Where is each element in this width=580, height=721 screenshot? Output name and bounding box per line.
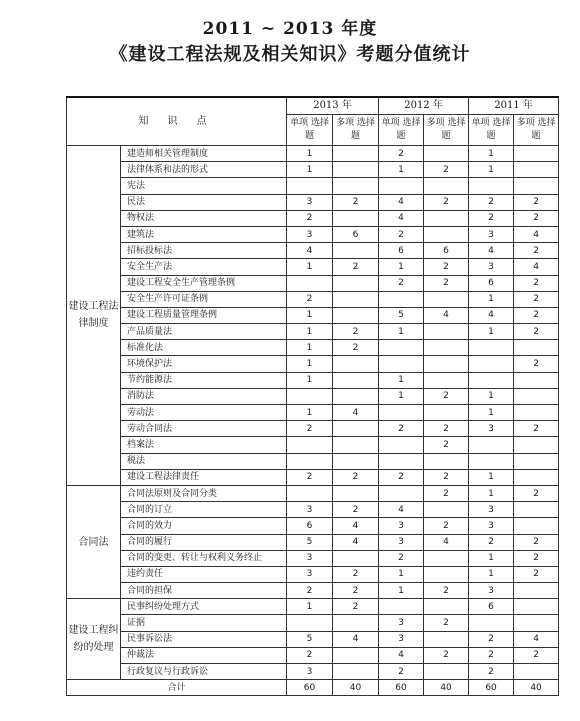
score-cell: 2 [379,550,424,566]
score-cell: 1 [469,550,514,566]
score-cell [333,178,379,194]
table-row [67,485,559,501]
score-cell [379,356,424,372]
score-cell: 1 [379,388,424,404]
score-cell: 2 [379,226,424,242]
topic-cell: 档案法 [121,437,287,453]
topic-cell: 行政复议与行政诉讼 [121,664,287,680]
score-cell [424,226,469,242]
score-cell [287,388,333,404]
score-cell: 3 [469,583,514,599]
score-cell: 6 [469,599,514,615]
score-cell: 3 [469,502,514,518]
topic-cell: 仲裁法 [121,647,287,663]
header-single-choice: 单项 选择题 [469,115,514,146]
score-cell: 1 [469,146,514,162]
score-cell: 3 [287,502,333,518]
score-cell [514,162,559,178]
score-cell: 4 [469,243,514,259]
score-cell: 1 [287,356,333,372]
total-cell: 60 [287,680,333,696]
score-cell: 6 [379,243,424,259]
table-row [67,324,559,340]
score-cell [379,599,424,615]
score-cell: 2 [424,421,469,437]
score-cell: 6 [424,243,469,259]
score-cell: 6 [469,275,514,291]
topic-cell: 民事纠纷处理方式 [121,599,287,615]
topic-cell: 法律体系和法的形式 [121,162,287,178]
topic-cell: 建筑法 [121,226,287,242]
score-cell: 2 [514,550,559,566]
score-cell: 4 [424,534,469,550]
score-cell: 1 [287,162,333,178]
score-cell [424,340,469,356]
table-row [67,178,559,194]
score-cell [514,518,559,534]
header-year-2012: 2012 年 [379,97,469,115]
header-year-2013: 2013 年 [287,97,379,115]
score-cell [333,615,379,631]
score-cell: 2 [469,647,514,663]
total-cell: 60 [379,680,424,696]
score-cell: 2 [333,259,379,275]
score-cell: 1 [287,599,333,615]
score-cell: 2 [469,210,514,226]
score-cell: 2 [514,210,559,226]
header-multi-choice: 多项 选择题 [514,115,559,146]
score-cell: 3 [287,664,333,680]
score-cell: 2 [379,664,424,680]
score-cell: 2 [333,194,379,210]
score-cell [333,243,379,259]
score-cell [333,421,379,437]
header-year-2011: 2011 年 [469,97,559,115]
table-body [67,146,559,696]
page-title: 《建设工程法规及相关知识》考题分值统计 [109,44,471,65]
topic-cell: 合同的担保 [121,583,287,599]
score-cell [379,453,424,469]
topic-cell: 民事诉讼法 [121,631,287,647]
topic-cell: 标准化法 [121,340,287,356]
total-cell: 60 [469,680,514,696]
table-row [67,437,559,453]
score-cell [424,291,469,307]
score-cell: 3 [287,194,333,210]
score-cell [514,502,559,518]
score-cell: 1 [469,388,514,404]
score-cell: 4 [379,647,424,663]
score-cell: 4 [379,502,424,518]
score-cell [424,599,469,615]
score-cell: 2 [424,615,469,631]
score-cell: 3 [469,518,514,534]
score-cell: 2 [514,243,559,259]
topic-cell: 安全生产法 [121,259,287,275]
table-row [67,210,559,226]
score-cell: 2 [424,583,469,599]
score-cell [333,356,379,372]
score-cell: 2 [333,324,379,340]
score-cell [469,615,514,631]
score-cell [469,453,514,469]
table-row [67,502,559,518]
score-cell: 2 [424,162,469,178]
table-row [67,405,559,421]
score-cell: 3 [469,421,514,437]
score-cell: 3 [469,226,514,242]
topic-cell: 合同的效力 [121,518,287,534]
total-label: 合计 [67,680,287,696]
topic-cell: 建设工程质量管理条例 [121,307,287,323]
topic-cell: 招标投标法 [121,243,287,259]
table-row [67,372,559,388]
table-row [67,453,559,469]
score-cell: 4 [333,518,379,534]
score-cell [514,372,559,388]
category-cell: 建设工程纠纷的处理 [67,599,121,680]
score-cell: 2 [514,307,559,323]
topic-cell: 宪法 [121,178,287,194]
score-cell [333,291,379,307]
score-cell [379,405,424,421]
score-cell: 1 [287,324,333,340]
score-cell: 2 [333,502,379,518]
score-cell: 2 [424,647,469,663]
score-cell: 2 [424,469,469,485]
header-knowledge-point: 知 识 点 [67,97,287,146]
table-row [67,340,559,356]
score-cell [514,405,559,421]
score-cell: 2 [424,437,469,453]
score-cell [514,583,559,599]
score-cell [514,146,559,162]
score-cell: 2 [469,534,514,550]
total-row [67,680,559,696]
score-cell: 2 [424,194,469,210]
score-cell: 5 [287,631,333,647]
score-cell: 2 [514,356,559,372]
score-cell: 4 [469,307,514,323]
score-cell: 2 [287,647,333,663]
score-cell [469,437,514,453]
score-cell: 1 [287,146,333,162]
score-cell: 4 [379,210,424,226]
score-cell: 3 [469,259,514,275]
score-cell [514,453,559,469]
table-row [67,518,559,534]
score-cell [424,356,469,372]
score-cell: 2 [379,146,424,162]
table-row [67,599,559,615]
table-row [67,162,559,178]
topic-cell: 劳动法 [121,405,287,421]
table-row [67,664,559,680]
score-cell: 1 [379,583,424,599]
table-row [67,388,559,404]
score-cell [333,162,379,178]
score-cell [514,469,559,485]
score-cell: 3 [379,518,424,534]
table-row [67,566,559,582]
score-cell: 1 [469,324,514,340]
score-cell [514,437,559,453]
category-cell: 建设工程法律制度 [67,146,121,486]
header-multi-choice: 多项 选择题 [424,115,469,146]
score-cell [379,437,424,453]
score-cell: 2 [514,421,559,437]
score-cell [287,485,333,501]
score-cell [469,372,514,388]
score-cell: 2 [514,534,559,550]
table-row [67,615,559,631]
score-cell [333,388,379,404]
score-cell [287,615,333,631]
score-cell: 3 [379,534,424,550]
score-cell: 1 [379,259,424,275]
score-cell: 3 [379,631,424,647]
score-cell: 1 [469,162,514,178]
score-cell: 2 [379,421,424,437]
score-cell: 2 [333,583,379,599]
score-cell [469,340,514,356]
score-cell [424,146,469,162]
score-cell: 2 [424,259,469,275]
table-row [67,259,559,275]
score-cell [333,664,379,680]
score-table [66,96,559,696]
topic-cell: 合同的变更、转让与权利义务终止 [121,550,287,566]
score-cell [333,372,379,388]
topic-cell: 税法 [121,453,287,469]
table-row [67,307,559,323]
score-cell [287,178,333,194]
score-cell [379,340,424,356]
total-cell: 40 [333,680,379,696]
score-cell: 2 [424,518,469,534]
score-cell: 4 [424,307,469,323]
score-cell [424,324,469,340]
topic-cell: 合同法原则及合同分类 [121,485,287,501]
table-row [67,275,559,291]
score-cell: 2 [514,324,559,340]
score-cell [424,664,469,680]
score-cell [379,178,424,194]
score-cell: 3 [379,615,424,631]
score-cell [514,178,559,194]
score-cell: 4 [514,226,559,242]
score-cell: 1 [379,372,424,388]
score-cell [424,566,469,582]
table-row [67,291,559,307]
score-cell: 2 [333,566,379,582]
score-cell [287,275,333,291]
score-cell: 4 [287,243,333,259]
score-cell: 2 [287,469,333,485]
score-cell [424,210,469,226]
table-row [67,146,559,162]
header-multi-choice: 多项 选择题 [333,115,379,146]
table-row [67,243,559,259]
total-cell: 40 [424,680,469,696]
score-cell: 4 [333,534,379,550]
score-cell: 5 [287,534,333,550]
score-cell [333,146,379,162]
topic-cell: 产品质量法 [121,324,287,340]
header-single-choice: 单项 选择题 [287,115,333,146]
score-cell [287,453,333,469]
score-cell: 2 [287,291,333,307]
score-cell [379,485,424,501]
score-cell: 1 [379,162,424,178]
table-row [67,647,559,663]
score-cell: 2 [514,485,559,501]
score-cell: 2 [333,469,379,485]
topic-cell: 建设工程法律责任 [121,469,287,485]
topic-cell: 劳动合同法 [121,421,287,437]
score-cell [333,647,379,663]
score-cell [333,485,379,501]
score-cell [514,664,559,680]
table-row [67,583,559,599]
score-cell: 5 [379,307,424,323]
topic-cell: 物权法 [121,210,287,226]
score-cell: 2 [514,291,559,307]
score-cell: 1 [469,469,514,485]
score-cell: 2 [424,388,469,404]
topic-cell: 消防法 [121,388,287,404]
topic-cell: 证据 [121,615,287,631]
topic-cell: 违约责任 [121,566,287,582]
score-cell [424,631,469,647]
score-cell: 1 [469,566,514,582]
topic-cell: 民法 [121,194,287,210]
score-cell: 2 [514,566,559,582]
score-cell: 1 [469,485,514,501]
score-cell [424,502,469,518]
score-cell [514,599,559,615]
score-cell: 2 [424,485,469,501]
score-cell: 1 [379,566,424,582]
score-cell [514,615,559,631]
score-cell: 4 [514,259,559,275]
score-cell: 1 [469,405,514,421]
topic-cell: 合同的订立 [121,502,287,518]
topic-cell: 合同的履行 [121,534,287,550]
score-cell: 6 [287,518,333,534]
score-cell [333,307,379,323]
score-cell [514,388,559,404]
score-cell [514,340,559,356]
category-cell: 合同法 [67,485,121,598]
score-cell: 2 [424,275,469,291]
score-cell: 1 [287,259,333,275]
topic-cell: 安全生产许可证条例 [121,291,287,307]
table-row [67,356,559,372]
score-cell [333,437,379,453]
topic-cell: 建设工程安全生产管理条例 [121,275,287,291]
score-cell: 1 [287,307,333,323]
score-cell: 2 [514,194,559,210]
score-cell: 2 [514,275,559,291]
table-row [67,421,559,437]
score-cell: 2 [469,664,514,680]
table-row [67,226,559,242]
score-cell [333,550,379,566]
score-cell [424,372,469,388]
score-cell: 1 [469,291,514,307]
score-cell: 2 [287,421,333,437]
score-cell: 2 [287,583,333,599]
score-cell [469,178,514,194]
score-cell: 4 [514,631,559,647]
score-cell: 2 [469,194,514,210]
score-cell [379,291,424,307]
table-row [67,194,559,210]
score-cell [333,275,379,291]
score-cell [424,405,469,421]
score-cell: 4 [333,631,379,647]
topic-cell: 建造师相关管理制度 [121,146,287,162]
table-row [67,534,559,550]
score-cell [469,356,514,372]
score-cell [333,453,379,469]
header-single-choice: 单项 选择题 [379,115,424,146]
score-cell: 3 [287,226,333,242]
score-cell: 6 [333,226,379,242]
score-cell [333,210,379,226]
table-row [67,631,559,647]
score-cell: 1 [287,372,333,388]
score-cell: 2 [379,469,424,485]
score-cell: 1 [287,340,333,356]
score-cell: 2 [333,599,379,615]
page-title-years: 2011 ~ 2013 年度 [202,19,378,39]
score-cell: 4 [379,194,424,210]
score-cell: 2 [514,647,559,663]
score-cell [424,178,469,194]
score-cell: 1 [287,405,333,421]
score-cell: 2 [379,275,424,291]
table-row [67,550,559,566]
score-cell [424,453,469,469]
score-cell: 2 [333,340,379,356]
total-cell: 40 [514,680,559,696]
score-cell [424,550,469,566]
score-cell: 1 [379,324,424,340]
score-cell: 3 [287,550,333,566]
topic-cell: 环境保护法 [121,356,287,372]
score-cell: 2 [287,210,333,226]
score-cell: 4 [333,405,379,421]
table-row [67,469,559,485]
score-cell [287,437,333,453]
topic-cell: 节约能源法 [121,372,287,388]
score-cell: 3 [287,566,333,582]
score-cell: 2 [469,631,514,647]
